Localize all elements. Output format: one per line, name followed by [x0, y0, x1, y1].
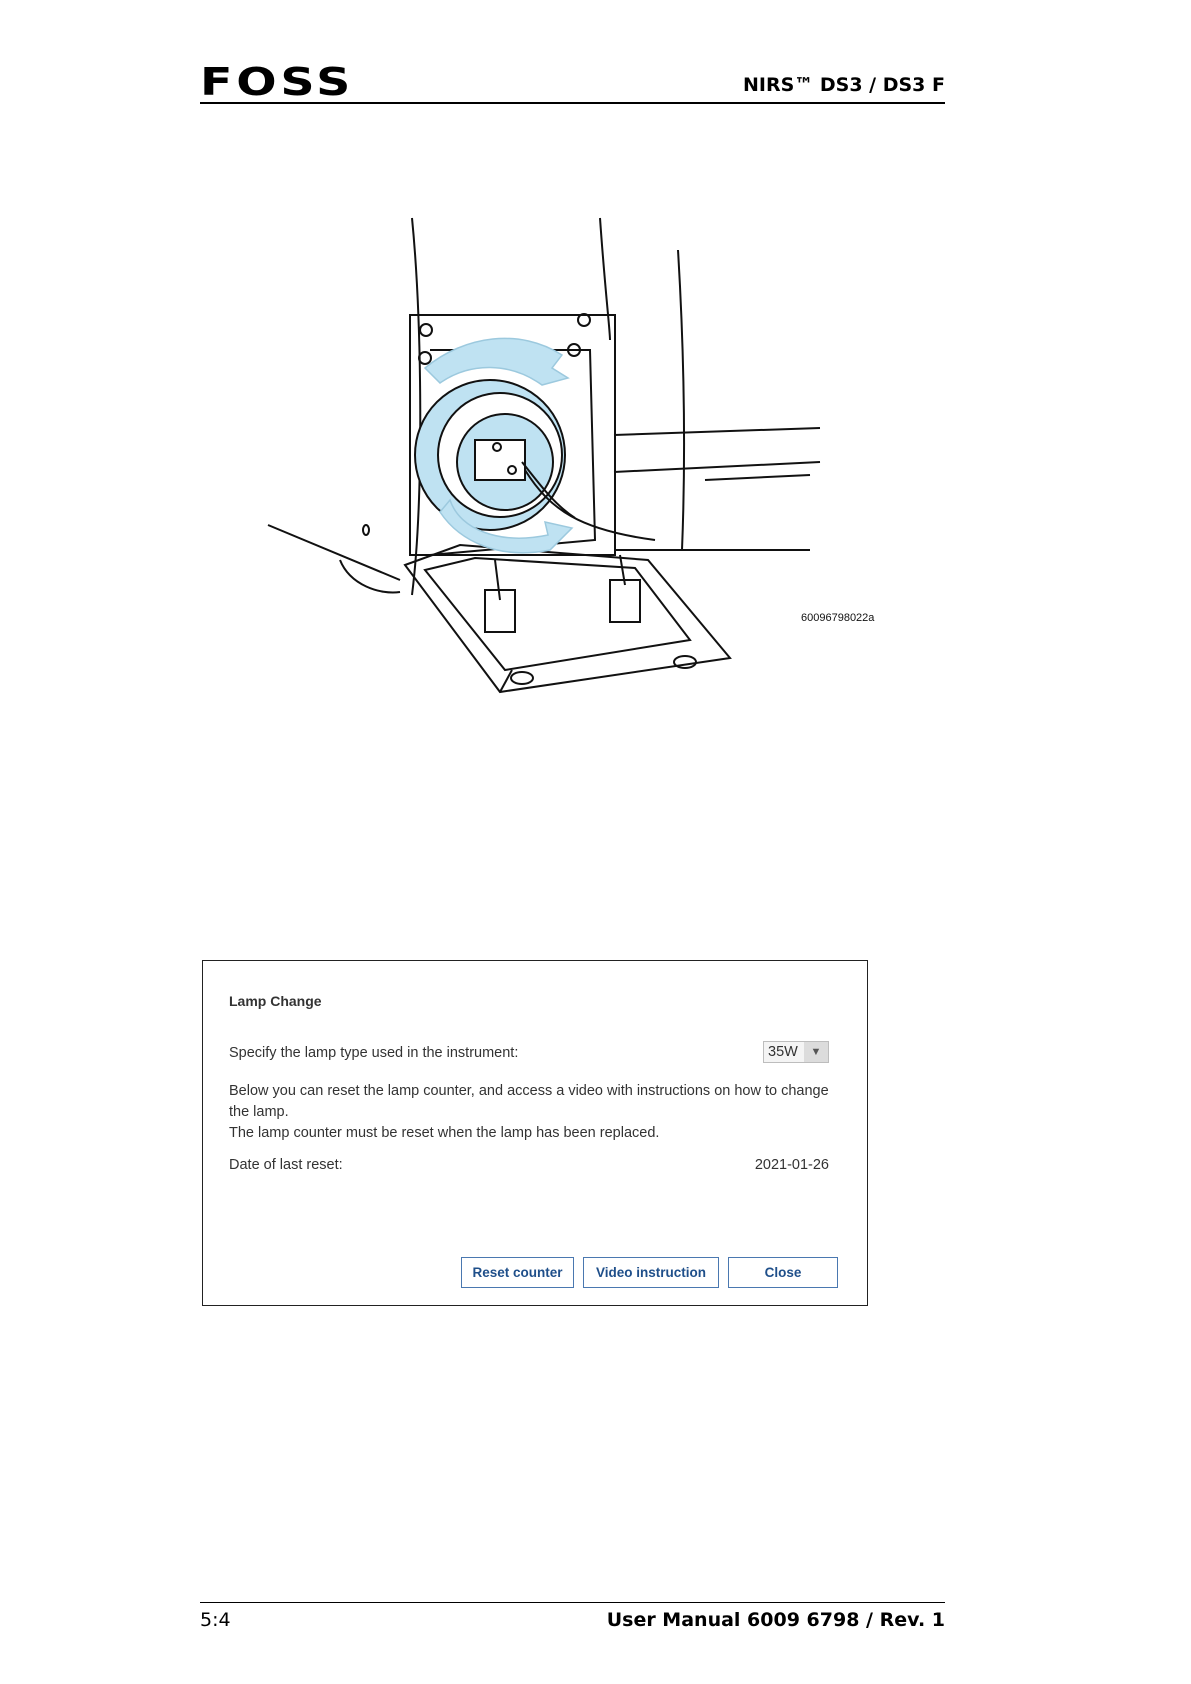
- description-text: Below you can reset the lamp counter, and access a video with instructions on how to change the lamp.: [229, 1083, 829, 1120]
- lamp-change-dialog: [202, 960, 868, 1306]
- lamp-replacement-illustration: [200, 200, 900, 760]
- foss-logo: FOSS: [200, 60, 355, 104]
- manual-reference: User Manual 6009 6798 / Rev. 1: [606, 1609, 945, 1631]
- description-note: The lamp counter must be reset when the lamp has been replaced.: [229, 1125, 660, 1141]
- lamp-drawing: [200, 200, 900, 760]
- page-number: 5:4: [200, 1609, 231, 1631]
- product-name: NIRS™ DS3 / DS3 F: [742, 74, 945, 96]
- video-instruction-button[interactable]: Video instruction: [583, 1257, 719, 1288]
- dialog-description: [229, 1081, 839, 1144]
- chevron-down-icon[interactable]: ▼: [804, 1042, 828, 1062]
- lamp-type-value: 35W: [768, 1044, 798, 1060]
- page-header: [200, 62, 945, 104]
- last-reset-label: Date of last reset:: [229, 1157, 343, 1173]
- lamp-type-select[interactable]: [763, 1041, 829, 1063]
- dialog-title: Lamp Change: [229, 993, 322, 1009]
- page-footer: [200, 1602, 945, 1633]
- reset-counter-button[interactable]: Reset counter: [461, 1257, 574, 1288]
- last-reset-value: 2021-01-26: [754, 1157, 829, 1173]
- close-button[interactable]: Close: [728, 1257, 838, 1288]
- figure-id-label: 60096798022a: [801, 612, 875, 624]
- lamp-type-label: Specify the lamp type used in the instrument:: [229, 1045, 519, 1061]
